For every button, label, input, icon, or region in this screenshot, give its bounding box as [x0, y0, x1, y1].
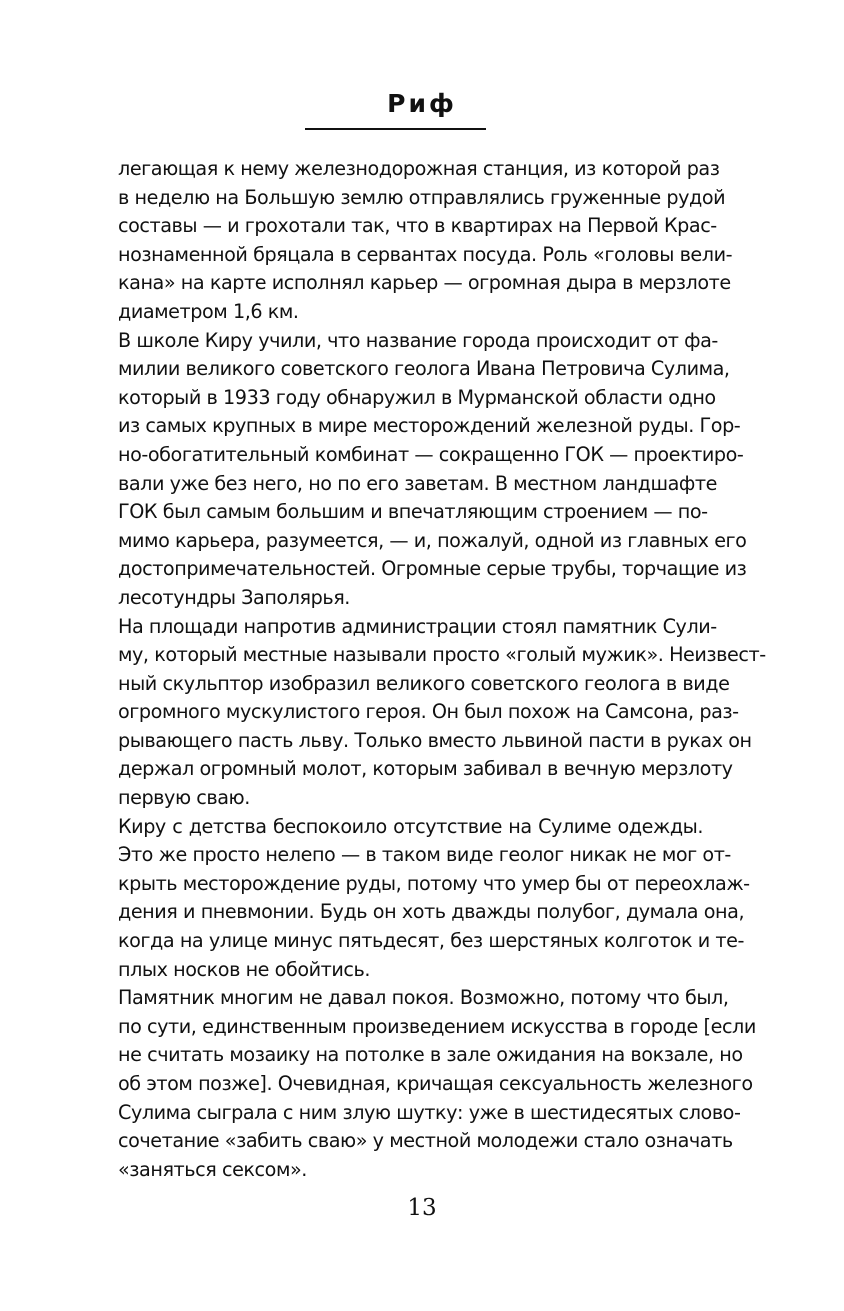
text-line: рывающего пасть льву. Только вместо львиной пасти в руках он: [118, 728, 752, 752]
text-line: но-обогатительный комбинат — сокращенно ГОК — проектиро-: [118, 442, 744, 466]
paragraph-1: [118, 155, 733, 327]
text-line: диаметром 1,6 км.: [118, 299, 299, 323]
text-line: кана» на карте исполнял карьер — огромная дыра в мерзлоте: [118, 271, 731, 295]
text-line: который в 1933 году обнаружил в Мурманской области одно: [118, 385, 716, 409]
text-line: составы — и грохотали так, что в квартирах на Первой Крас-: [118, 214, 717, 238]
text-line: На площади напротив администрации стоял памятник Сули-: [118, 614, 717, 638]
text-line: Сулима сыграла с ним злую шутку: уже в шестидесятых слово-: [118, 1100, 741, 1124]
text-line: ГОК был самым большим и впечатляющим строением — по-: [118, 500, 708, 524]
text-line: Это же просто нелепо — в таком виде геолог никак не мог от-: [118, 843, 731, 867]
running-header: [0, 84, 844, 124]
paragraph-5: [118, 984, 756, 1184]
text-line: В школе Киру учили, что название города происходит от фа-: [118, 328, 718, 352]
text-line: милии великого советского геолога Ивана Петровича Сулима,: [118, 357, 730, 381]
text-line: в неделю на Большую землю отправлялись груженные рудой: [118, 185, 726, 209]
running-header-title: Риф: [387, 89, 457, 118]
text-line: об этом позже]. Очевидная, кричащая сексуальность железного: [118, 1072, 753, 1095]
text-line: держал огромный молот, которым забивал в вечную мерзлоту: [118, 757, 733, 781]
text-line: когда на улице минус пятьдесят, без шерстяных колготок и те-: [118, 929, 744, 953]
text-line: мимо карьера, разумеется, — и, пожалуй, одной из главных его: [118, 528, 747, 552]
text-line: ный скульптор изобразил великого советского геолога в виде: [118, 671, 730, 695]
text-line: первую сваю.: [118, 786, 250, 810]
header-rule: [305, 128, 486, 130]
text-line: крыть месторождение руды, потому что умер бы от переохлаж-: [118, 871, 750, 895]
text-line: сочетание «забить сваю» у местной молодежи стало означать: [118, 1129, 733, 1153]
text-line: Памятник многим не давал покоя. Возможно, потому что был,: [118, 986, 729, 1010]
text-line: му, который местные называли просто «голый мужик». Неизвест-: [118, 643, 766, 667]
text-line: из самых крупных в мире месторождений железной руды. Гор-: [118, 414, 741, 438]
paragraph-4: [118, 813, 750, 985]
paragraph-3: [118, 613, 766, 813]
text-line: плых носков не обойтись.: [118, 957, 371, 981]
text-line: вали уже без него, но по его заветам. В местном ландшафте: [118, 471, 717, 495]
text-line: огромного мускулистого героя. Он был похож на Самсона, раз-: [118, 700, 739, 724]
paragraph-2: [118, 327, 747, 613]
text-line: Киру с детства беспокоило отсутствие на Сулиме одежды.: [118, 814, 703, 838]
body-text: [118, 155, 766, 1184]
text-line: «заняться сексом».: [118, 1157, 307, 1181]
text-line: по сути, единственным произведением искусства в городе [если: [118, 1014, 756, 1038]
text-line: дения и пневмонии. Будь он хоть дважды полубог, думала она,: [118, 900, 745, 924]
text-line: легающая к нему железнодорожная станция, из которой раз: [118, 157, 720, 180]
text-line: лесотундры Заполярья.: [118, 585, 350, 609]
text-line: не считать мозаику на потолке в зале ожидания на вокзале, но: [118, 1043, 743, 1067]
text-line: нознаменной бряцала в сервантах посуда. Роль «головы вели-: [118, 242, 733, 266]
page-number: 13: [407, 1195, 437, 1221]
text-line: достопримечательностей. Огромные серые трубы, торчащие из: [118, 557, 747, 581]
